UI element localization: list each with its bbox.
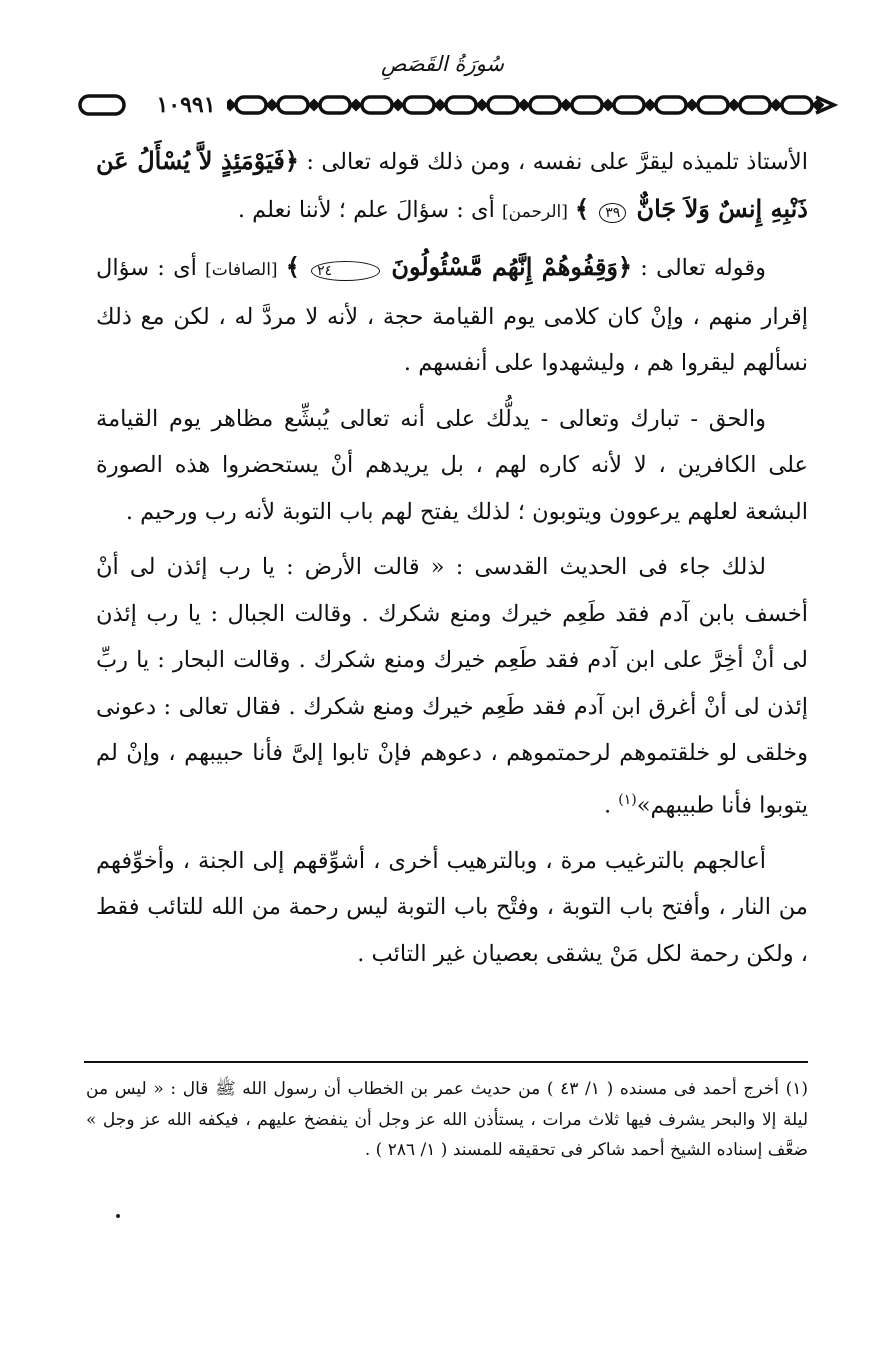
footnote-text: (١) أخرج أحمد فى مسنده ( ١/ ٤٣ ) من حديث عمر بن الخطاب أن رسول الله ﷺ قال : « ليس من ليلة إلا والبحر يشرف فيها ثلاث مرات ، يستأذن الله عز وجل أن ينفضخ عليهم ، فيكفه الله عز وجل » ضعَّف إسناده الشيخ أحمد شاكر فى تحقيقه للمسند ( ١/ ٢٨٦ ) . [86,1079,808,1160]
aya-number: ٢٤ [311,261,380,281]
paragraph-1-intro: الأستاذ تلميذه ليقرَّ على نفسه ، ومن ذلك قوله تعالى : [298,149,808,175]
verse-close-bracket: ﴾ [575,193,590,223]
page-number: ١٠٩٩١ [145,92,227,118]
sura-title: سُورَةُ القَصَصِ [380,52,505,76]
main-text [96,138,808,986]
paragraph-1 [96,138,808,235]
quran-verse-saffat: ﴿وَقِفُوهُمْ إِنَّهُم مَّسْئُولُونَ [391,252,633,281]
paragraph-1-rest: أى : سؤالَ علم ؛ لأننا نعلم . [237,196,495,223]
sura-reference: [الرحمن] [502,201,568,222]
sura-reference: [الصافات] [205,260,278,280]
paragraph-2-rest: أى : سؤال إقرار منهم ، وإنْ كان كلامى يوم القيامة حجة ، لأنه لا مردَّ له ، لكن مع ذلك نسألهم ليقروا هم ، وليشهدوا على أنفسهم . [96,255,808,376]
footnote-separator [84,1061,808,1063]
verse-close-bracket: ﴾ [285,252,300,281]
footnote-marker: (١) [618,791,637,808]
hadith-text: لذلك جاء فى الحديث القدسى : « قالت الأرض : يا رب إئذن لى أنْ أخسف بابن آدم فقد طَعِم خيرك ومنع شكرك . وقالت الجبال : يا رب إئذن لى أنْ أخِرَّ على ابن آدم فقد طَعِم خيرك ومنع شكرك . وقالت البحار : يا ربِّ إئذن لى أنْ أغرق ابن آدم فقد طَعِم خيرك ومنع شكرك . فقال تعالى : دعونى وخلقى لو خلقتموهم لرحمتموهم ، دعوهم فإنْ تابوا إلىَّ فأنا حبيبهم ، وإنْ لم يتوبوا فأنا طبيبهم» [96,554,808,818]
paragraph-4-end: . [603,792,619,818]
aya-number: ٣٩ [599,203,626,223]
paragraph-4 [96,544,808,829]
quran-verse-rahman: ﴿فَيَوْمَئِذٍ لاَّ يُسْأَلُ عَن ذَنْبِهِ إِنسٌ وَلاَ جَانٌّ [96,146,808,223]
footnote [86,1074,808,1166]
paragraph-2-intro: وقوله تعالى : [632,255,767,281]
speck-mark [116,1214,120,1218]
paragraph-3: والحق - تبارك وتعالى - يدلُّك على أنه تعالى يُبشِّع مظاهر يوم القيامة على الكافرين ، لا لأنه كاره لهم ، بل يريدهم أنْ يستحضروا هذه الصورة البشعة لعلهم يرعوون ويتوبون ؛ لذلك يفتح لهم باب التوبة لأنه رب ورحيم . [96,405,808,525]
paragraph-5: أعالجهم بالترغيب مرة ، وبالترهيب أخرى ، أشوِّقهم إلى الجنة ، وأخوِّفهم من النار ، وأفتح باب التوبة ، وفتْح باب التوبة ليس رحمة من الله للتائب فقط ، ولكن رحمة لكل مَنْ يشقى بعصيان غير التائب . [96,847,808,967]
paragraph-2 [96,244,808,387]
